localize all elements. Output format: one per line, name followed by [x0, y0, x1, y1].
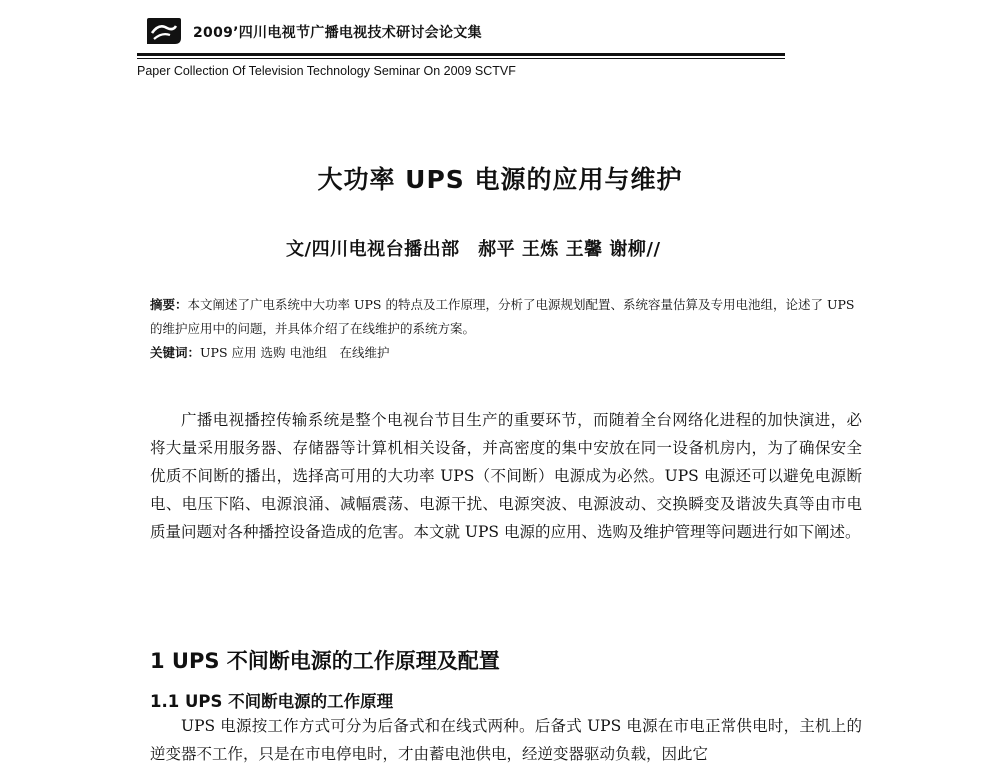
sctvf-logo-icon — [143, 16, 183, 46]
abstract-block — [150, 293, 870, 365]
journal-title-cn: 2009’四川电视节广播电视技术研讨会论文集 — [193, 25, 482, 41]
keywords — [150, 341, 870, 365]
keywords-label: 关键词： — [150, 345, 201, 360]
header-rule-thick — [137, 53, 785, 56]
abstract — [150, 293, 870, 341]
intro-paragraph: 广播电视播控传输系统是整个电视台节目生产的重要环节，而随着全台网络化进程的加快演进，必将大量采用服务器、存储器等计算机相关设备，并高密度的集中安放在同一设备机房内，为了确保安全优质不间断的播出，选择高可用的大功率 UPS（不间断）电源成为必然。UPS 电源还可以避免电源断电、电压下陷、电源浪涌、减幅震荡、电源干扰、电源突波、电源波动、交换瞬变及谐波失真等由市电质量问题对各种播控设备造成的危害。本文就 UPS 电源的应用、选购及维护管理等问题进行如下阐述。 — [150, 411, 862, 541]
keywords-text: UPS 应用 选购 电池组 在线维护 — [200, 345, 390, 360]
abstract-text: 本文阐述了广电系统中大功率 UPS 的特点及工作原理，分析了电源规划配置、系统容量估算及专用电池组，论述了 UPS 的维护应用中的问题，并具体介绍了在线维护的系统方案。 — [150, 297, 855, 336]
section-1-1-paragraph: UPS 电源按工作方式可分为后备式和在线式两种。后备式 UPS 电源在市电正常供电时，主机上的逆变器不工作，只是在市电停电时，才由蓄电池供电，经逆变器驱动负载，因此它 — [150, 717, 862, 763]
intro-block — [150, 406, 862, 546]
paper-title: 大功率 UPS 电源的应用与维护 — [317, 165, 683, 194]
abstract-label: 摘要： — [150, 297, 188, 312]
section-1-1-heading: 1.1 UPS 不间断电源的工作原理 — [150, 692, 394, 711]
header-rule-thin — [137, 58, 785, 59]
paper-authors: 文/四川电视台播出部 郝平 王炼 王馨 谢柳// — [286, 239, 661, 260]
journal-title-en: Paper Collection Of Television Technology Seminar On 2009 SCTVF — [137, 64, 516, 78]
section-1-heading: 1 UPS 不间断电源的工作原理及配置 — [150, 649, 500, 673]
